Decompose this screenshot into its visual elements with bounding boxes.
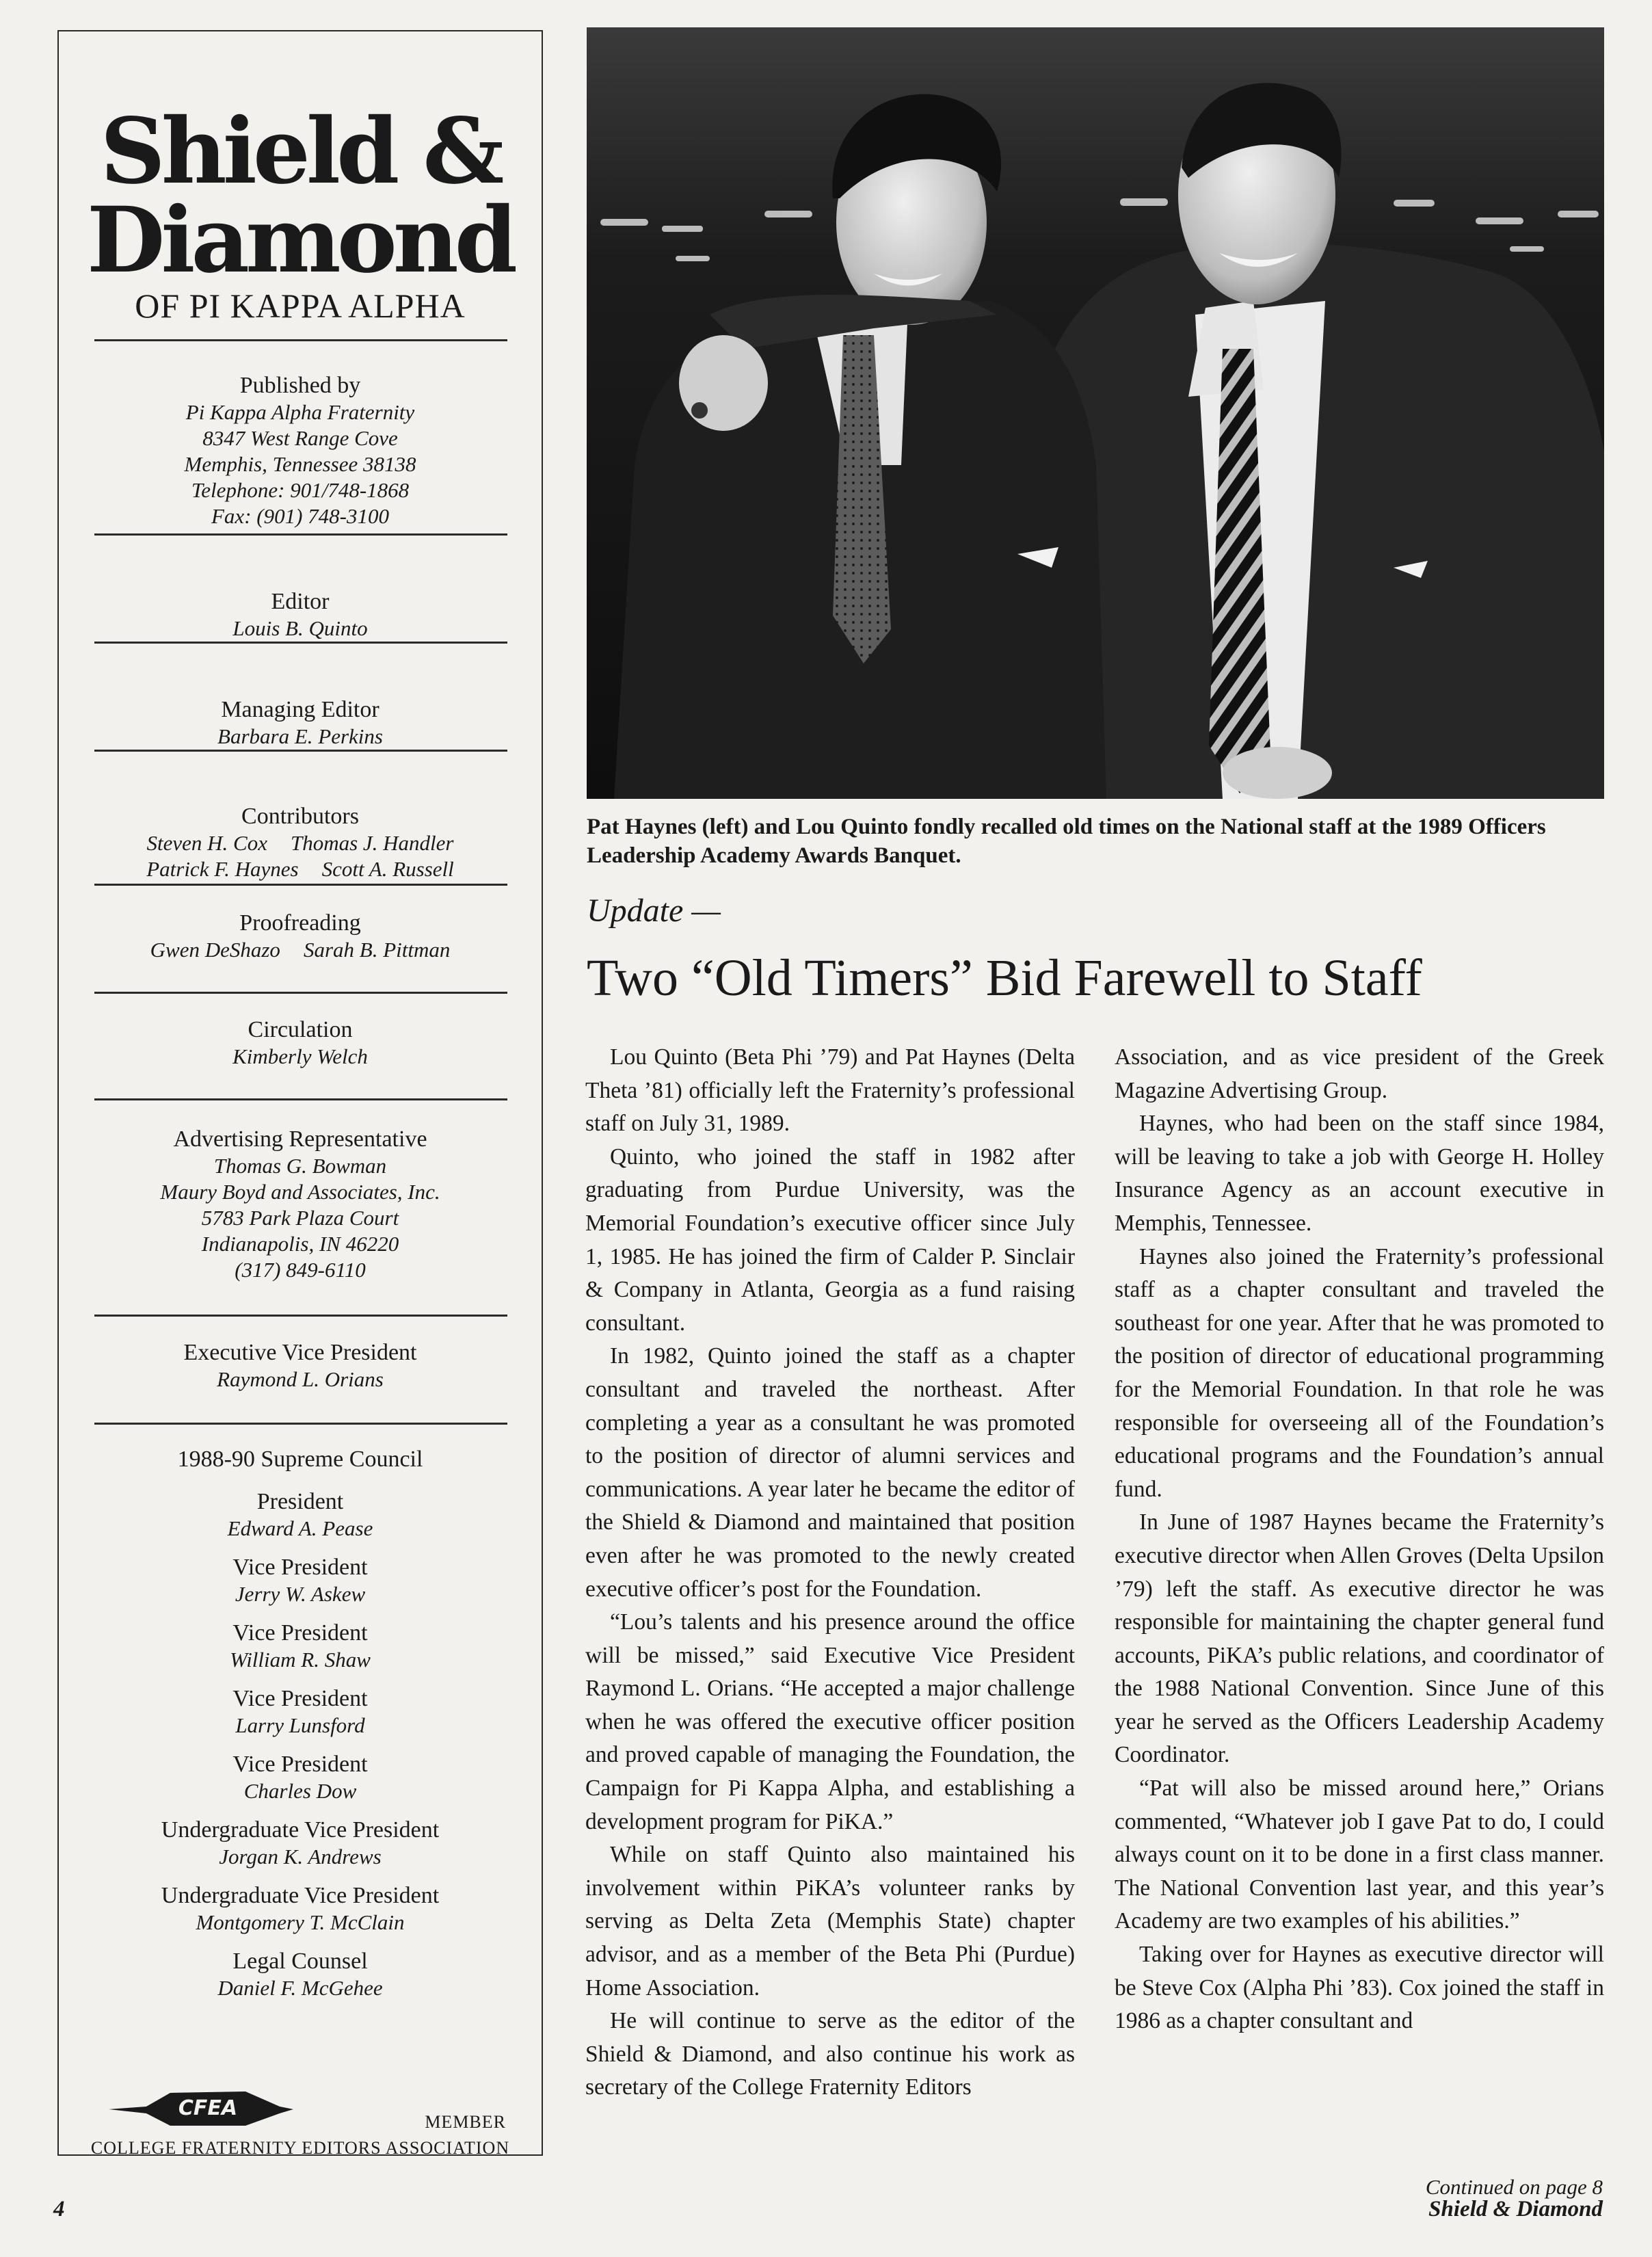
council-name: William R. Shaw bbox=[230, 1648, 371, 1672]
advertising-line: 5783 Park Plaza Court bbox=[201, 1206, 399, 1230]
article-paragraph: Quinto, who joined the staff in 1982 after graduating from Purdue University, was the Memorial Foundation’s executive officer since July 1, 1985. He has joined the firm of Calder P. Sinclair & Company in Atlanta, Georgia as a fund raising consultant. bbox=[585, 1144, 1075, 1336]
masthead-title-line2: Diamond bbox=[86, 187, 514, 293]
contributor-name: Patrick F. Haynes bbox=[146, 857, 299, 881]
council-title: Undergraduate Vice President bbox=[161, 1883, 440, 1908]
divider bbox=[94, 1098, 507, 1100]
council-name: Montgomery T. McClain bbox=[196, 1910, 405, 1934]
proofreading-block bbox=[59, 910, 542, 963]
editor-heading: Editor bbox=[271, 589, 330, 614]
page-number: 4 bbox=[53, 2197, 65, 2221]
footer-publication-title: Shield & Diamond bbox=[1428, 2197, 1603, 2221]
photo-illustration bbox=[587, 27, 1604, 799]
proofreader-name: Gwen DeShazo bbox=[150, 938, 280, 962]
continued-on-page: Continued on page 8 bbox=[1425, 2175, 1603, 2199]
divider bbox=[94, 750, 507, 752]
council-title: Vice President bbox=[232, 1752, 368, 1777]
cfea-association-name: COLLEGE FRATERNITY EDITORS ASSOCIATION bbox=[90, 2138, 510, 2158]
publisher-line: Telephone: 901/748-1868 bbox=[191, 478, 410, 502]
circulation-block bbox=[59, 1016, 542, 1070]
advertising-block bbox=[59, 1126, 542, 1283]
article-paragraph: In June of 1987 Haynes became the Fraternity’s executive director when Allen Groves (Delta Upsilon ’79) left the staff. As executive director he was responsible for maintaining the chapter general fund accounts, PiKA’s public relations, and coordinator of the 1988 National Convention. Since June of this year he served as the Officers Leadership Academy Coordinator. bbox=[1115, 1509, 1604, 1768]
divider bbox=[94, 884, 507, 886]
contributors-row bbox=[59, 830, 542, 856]
contributor-name: Steven H. Cox bbox=[146, 831, 267, 855]
article-paragraph: Taking over for Haynes as executive director will be Steve Cox (Alpha Phi ’83). Cox joined the staff in 1986 as a chapter consultant and bbox=[1115, 1942, 1604, 2034]
circulation-name: Kimberly Welch bbox=[232, 1044, 368, 1068]
divider bbox=[94, 992, 507, 994]
council-heading: 1988-90 Supreme Council bbox=[177, 1447, 423, 1472]
council-title: Vice President bbox=[232, 1555, 368, 1580]
managing-editor-name: Barbara E. Perkins bbox=[217, 724, 383, 748]
evp-block bbox=[59, 1339, 542, 1393]
article-paragraph: “Pat will also be missed around here,” Orians commented, “Whatever job I gave Pat to do, I could always count on it to be done in a first class manner. The National Convention last year, and this year’s Academy are two examples of his abilities.” bbox=[1115, 1776, 1604, 1934]
cfea-logo-text: CFEA bbox=[178, 2096, 238, 2120]
council-member bbox=[59, 1948, 542, 2014]
editor-block bbox=[59, 588, 542, 642]
hand bbox=[679, 335, 768, 431]
article-headline: Two “Old Timers” Bid Farewell to Staff bbox=[587, 949, 1422, 1007]
article-paragraph: He will continue to serve as the editor of the Shield & Diamond, and also continue his work as secretary of the College Fraternity Editors bbox=[585, 2008, 1075, 2100]
article-paragraph: While on staff Quinto also maintained his involvement within PiKA’s volunteer ranks by serving as Delta Zeta (Memphis State) chapter advisor, and as a member of the Beta Phi (Purdue) Home Association. bbox=[585, 1842, 1075, 2001]
supreme-council-block bbox=[59, 1446, 542, 2014]
photo-caption: Pat Haynes (left) and Lou Quinto fondly recalled old times on the National staff at the 1989 Officers Leadership Academy Awards Banquet. bbox=[587, 815, 1546, 868]
council-member bbox=[59, 1817, 542, 1882]
banquet-photo bbox=[587, 27, 1604, 799]
council-member bbox=[59, 1685, 542, 1751]
cfea-logo bbox=[105, 2083, 297, 2131]
publisher-line: Memphis, Tennessee 38138 bbox=[184, 452, 416, 476]
council-title: Legal Counsel bbox=[232, 1949, 368, 1974]
masthead-subtitle: OF PI KAPPA ALPHA bbox=[135, 287, 466, 325]
masthead-sidebar bbox=[57, 30, 543, 2156]
publisher-heading: Published by bbox=[239, 373, 361, 398]
council-member bbox=[59, 1554, 542, 1620]
divider bbox=[94, 642, 507, 644]
article-kicker: Update — bbox=[587, 893, 721, 929]
council-title: Vice President bbox=[232, 1620, 368, 1646]
cfea-member-label: MEMBER bbox=[425, 2112, 506, 2132]
article-column-2 bbox=[1115, 1041, 1604, 2143]
council-title: Undergraduate Vice President bbox=[161, 1817, 440, 1843]
contributors-row bbox=[59, 856, 542, 882]
contributors-block bbox=[59, 803, 542, 882]
article-paragraph: Lou Quinto (Beta Phi ’79) and Pat Haynes (Delta Theta ’81) officially left the Fraternity’s professional staff on July 31, 1989. bbox=[585, 1044, 1075, 1137]
evp-heading: Executive Vice President bbox=[183, 1340, 417, 1365]
council-member bbox=[59, 1620, 542, 1685]
divider bbox=[94, 1423, 507, 1425]
publisher-block bbox=[59, 372, 542, 529]
council-name: Jerry W. Askew bbox=[235, 1582, 366, 1606]
article-paragraph: Haynes, who had been on the staff since 1984, will be leaving to take a job with George H. Holley Insurance Agency as an account executive in Memphis, Tennessee. bbox=[1115, 1111, 1604, 1236]
council-title: President bbox=[256, 1489, 344, 1514]
masthead-title-line1: Shield & bbox=[100, 98, 501, 204]
article-column-1 bbox=[585, 1041, 1075, 2143]
contributors-heading: Contributors bbox=[241, 804, 359, 829]
managing-editor-block bbox=[59, 696, 542, 750]
divider bbox=[94, 339, 507, 341]
council-member bbox=[59, 1882, 542, 1948]
council-name: Charles Dow bbox=[243, 1779, 357, 1803]
publisher-line: 8347 West Range Cove bbox=[202, 426, 398, 450]
council-title: Vice President bbox=[232, 1686, 368, 1711]
council-name: Daniel F. McGehee bbox=[217, 1976, 383, 2000]
article-paragraph: In 1982, Quinto joined the staff as a chapter consultant and traveled the northeast. After completing a year as a consultant he was promoted to the position of director of alumni services and communications. A year later he became the editor of the Shield & Diamond and maintained that position even after he was promoted to the newly created executive officer’s post for the Foundation. bbox=[585, 1343, 1075, 1602]
publisher-line: Pi Kappa Alpha Fraternity bbox=[185, 400, 415, 424]
contributor-name: Scott A. Russell bbox=[321, 857, 454, 881]
circulation-heading: Circulation bbox=[248, 1017, 353, 1042]
ring bbox=[691, 402, 708, 419]
hand bbox=[1223, 747, 1332, 799]
publisher-line: Fax: (901) 748-3100 bbox=[211, 504, 389, 528]
advertising-line: (317) 849-6110 bbox=[235, 1258, 366, 1282]
editor-name: Louis B. Quinto bbox=[232, 616, 368, 640]
council-member bbox=[59, 1751, 542, 1817]
divider bbox=[94, 533, 507, 536]
advertising-line: Indianapolis, IN 46220 bbox=[201, 1232, 399, 1256]
divider bbox=[94, 1315, 507, 1317]
evp-name: Raymond L. Orians bbox=[217, 1367, 384, 1391]
council-name: Jorgan K. Andrews bbox=[219, 1845, 382, 1869]
council-member bbox=[59, 1488, 542, 1554]
contributor-name: Thomas J. Handler bbox=[290, 831, 454, 855]
article-paragraph: “Lou’s talents and his presence around the office will be missed,” said Executive Vice President Raymond L. Orians. “He accepted a major challenge when he was offered the executive officer position and proved capable of managing the Foundation, the Campaign for Pi Kappa Alpha, and establishing a development program for PiKA.” bbox=[585, 1609, 1075, 1834]
article-paragraph: Association, and as vice president of the Greek Magazine Advertising Group. bbox=[1115, 1044, 1604, 1103]
proofreading-row bbox=[59, 937, 542, 963]
article-paragraph: Haynes also joined the Fraternity’s professional staff as a chapter consultant and traveled the southeast for one year. After that he was promoted to the position of director of educational programming for the Memorial Foundation. In that role he was responsible for overseeing all of the Foundation’s educational programs and the Foundation’s annual fund. bbox=[1115, 1243, 1604, 1502]
council-name: Edward A. Pease bbox=[227, 1516, 373, 1540]
advertising-line: Thomas G. Bowman bbox=[213, 1154, 387, 1178]
proofreading-heading: Proofreading bbox=[239, 910, 361, 936]
advertising-heading: Advertising Representative bbox=[173, 1126, 427, 1152]
council-name: Larry Lunsford bbox=[235, 1713, 365, 1737]
proofreader-name: Sarah B. Pittman bbox=[303, 938, 451, 962]
advertising-line: Maury Boyd and Associates, Inc. bbox=[160, 1180, 440, 1204]
managing-editor-heading: Managing Editor bbox=[221, 697, 379, 722]
